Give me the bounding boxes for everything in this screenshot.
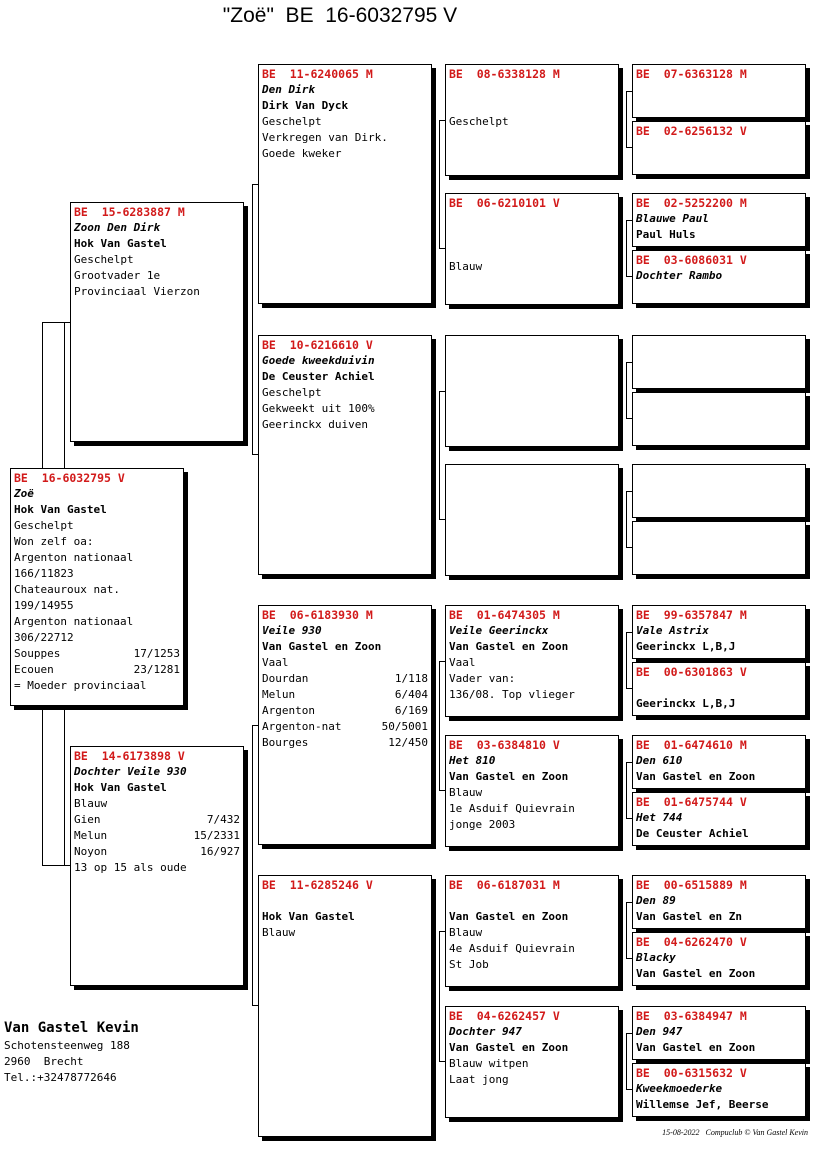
info-text: Blauw (74, 797, 108, 810)
pedigree-card-p3 (258, 64, 432, 304)
pedigree-card-p27 (632, 875, 806, 929)
info-text: 136/08. Top vlieger (449, 688, 575, 701)
info-line (262, 687, 428, 703)
info-text: Won zelf oa: (14, 535, 94, 548)
info-text: Geschelpt (14, 519, 74, 532)
info-line (74, 844, 240, 860)
ring-number: BE 99-6357847 M (636, 608, 747, 622)
breeder-name: Van Gastel en Zoon (449, 910, 569, 923)
info-line (14, 550, 180, 566)
pigeon-name: Den 610 (636, 754, 683, 767)
breeder-name: Dirk Van Dyck (262, 99, 349, 112)
info-line (262, 385, 428, 401)
info-line (449, 941, 615, 957)
ring-number: BE 01-6475744 V (636, 795, 747, 809)
info-text: Blauw witpen (449, 1057, 529, 1070)
info-line (449, 957, 615, 973)
info-text: Noyon (74, 845, 108, 858)
info-line (262, 655, 428, 671)
info-text: Blauw (262, 926, 296, 939)
ring-number: BE 02-5252200 M (636, 196, 747, 210)
info-text: Blauw (449, 260, 483, 273)
info-text: Grootvader 1e (74, 269, 161, 282)
info-line (74, 796, 240, 812)
pedigree-card-p26 (632, 792, 806, 846)
spacer (449, 98, 615, 114)
info-text: Vader van: (449, 672, 516, 685)
spacer (449, 227, 615, 243)
pigeon-name: Den 947 (636, 1025, 683, 1038)
info-text: 13 op 15 als oude (74, 861, 187, 874)
ring-number: BE 03-6384947 M (636, 1009, 747, 1023)
info-line (262, 114, 428, 130)
info-text: Ecouen (14, 663, 54, 676)
breeder-name: Willemse Jef, Beerse (636, 1098, 769, 1111)
info-line (14, 566, 180, 582)
info-line (449, 1072, 615, 1088)
info-text: Geschelpt (262, 386, 322, 399)
info-text: Blauw (449, 926, 483, 939)
breeder-name: Van Gastel en Zoon (262, 640, 382, 653)
info-text: Bourges (262, 736, 309, 749)
pigeon-name: Den Dirk (262, 83, 315, 96)
breeder-name: Paul Huls (636, 228, 696, 241)
breeder-name: Van Gastel en Zoon (449, 640, 569, 653)
breeder-name: De Ceuster Achiel (262, 370, 375, 383)
info-result: 6/404 (394, 688, 428, 701)
ring-number: BE 04-6262457 V (449, 1009, 560, 1023)
pedigree-card-p30 (632, 1063, 806, 1117)
breeder-name: Van Gastel en Zoon (636, 770, 756, 783)
info-text: Argenton-nat (262, 720, 342, 733)
info-line (449, 785, 615, 801)
info-line (262, 671, 428, 687)
info-text: Geerinckx duiven (262, 418, 368, 431)
pigeon-name: Veile Geerinckx (449, 624, 549, 637)
breeder-name: Van Gastel en Zoon (449, 770, 569, 783)
info-text: jonge 2003 (449, 818, 516, 831)
info-line (262, 703, 428, 719)
info-line (262, 735, 428, 751)
info-line (262, 719, 428, 735)
pedigree-card-p24 (632, 662, 806, 716)
breeder-name: Van Gastel en Zn (636, 910, 742, 923)
pedigree-card-p7 (445, 64, 619, 176)
info-text: Dourdan (262, 672, 309, 685)
pigeon-name: Veile 930 (262, 624, 322, 637)
owner-name: Van Gastel Kevin (4, 1020, 139, 1036)
info-text: Melun (74, 829, 108, 842)
info-text: St Job (449, 958, 489, 971)
info-result: 16/927 (200, 845, 240, 858)
pedigree-card-p21 (632, 464, 806, 518)
info-result: 17/1253 (133, 647, 180, 660)
info-text: = Moeder provinciaal (14, 679, 147, 692)
info-result: 50/5001 (381, 720, 428, 733)
breeder-name: Geerinckx L,B,J (636, 697, 736, 710)
pigeon-name: Goede kweekduivin (262, 354, 375, 367)
info-text: Geschelpt (74, 253, 134, 266)
info-line (74, 268, 240, 284)
spacer (449, 893, 615, 909)
pedigree-card-p10 (445, 464, 619, 576)
info-result: 23/1281 (133, 663, 180, 676)
info-text: Verkregen van Dirk. (262, 131, 388, 144)
info-line (449, 259, 615, 275)
pedigree-card-p28 (632, 932, 806, 986)
ring-number: BE 06-6210101 V (449, 196, 560, 210)
pedigree-card-p14 (445, 1006, 619, 1118)
pedigree-card-p1 (70, 202, 244, 442)
ring-number: BE 08-6338128 M (449, 67, 560, 81)
pedigree-card-p9 (445, 335, 619, 447)
spacer (262, 893, 428, 909)
info-text: Souppes (14, 647, 61, 660)
info-text: Laat jong (449, 1073, 509, 1086)
info-line (14, 646, 180, 662)
pedigree-card-p0 (10, 468, 184, 706)
info-line (449, 817, 615, 833)
info-line (449, 925, 615, 941)
ring-number: BE 00-6315632 V (636, 1066, 747, 1080)
info-line (262, 130, 428, 146)
owner-phone: Tel.:+32478772646 (4, 1071, 117, 1084)
pigeon-name: Zoon Den Dirk (74, 221, 161, 234)
pedigree-card-p18 (632, 250, 806, 304)
pedigree-card-p22 (632, 521, 806, 575)
pedigree-card-p16 (632, 121, 806, 175)
info-line (14, 598, 180, 614)
pedigree-card-p17 (632, 193, 806, 247)
info-text: 1e Asduif Quievrain (449, 802, 575, 815)
info-result: 15/2331 (193, 829, 240, 842)
info-text: Gien (74, 813, 101, 826)
pigeon-name: Vale Astrix (636, 624, 709, 637)
breeder-name: Hok Van Gastel (74, 781, 167, 794)
info-line (449, 1056, 615, 1072)
info-line (14, 630, 180, 646)
pigeon-name: Dochter 947 (449, 1025, 522, 1038)
info-line (14, 518, 180, 534)
pigeon-name: Het 810 (449, 754, 496, 767)
ring-number: BE 15-6283887 M (74, 205, 185, 219)
pigeon-name: Zoë (14, 487, 34, 500)
ring-number: BE 04-6262470 V (636, 935, 747, 949)
pedigree-card-p20 (632, 392, 806, 446)
info-line (74, 812, 240, 828)
breeder-name: Hok Van Gastel (14, 503, 107, 516)
owner-city: 2960 Brecht (4, 1055, 84, 1068)
info-line (14, 534, 180, 550)
pigeon-name: Kweekmoederke (636, 1082, 723, 1095)
info-text: Blauw (449, 786, 483, 799)
info-text: Argenton nationaal (14, 551, 134, 564)
ring-number: BE 11-6240065 M (262, 67, 373, 81)
owner-address: Schotensteenweg 188 (4, 1039, 130, 1052)
info-text: 4e Asduif Quievrain (449, 942, 575, 955)
pigeon-name: Blacky (636, 951, 676, 964)
info-text: 166/11823 (14, 567, 74, 580)
info-result: 12/450 (388, 736, 428, 749)
ring-number: BE 14-6173898 V (74, 749, 185, 763)
breeder-name: Hok Van Gastel (262, 910, 355, 923)
info-text: Goede kweker (262, 147, 342, 160)
ring-number: BE 16-6032795 V (14, 471, 125, 485)
info-line (262, 417, 428, 433)
ring-number: BE 03-6086031 V (636, 253, 747, 267)
info-line (74, 284, 240, 300)
ring-number: BE 00-6301863 V (636, 665, 747, 679)
ring-number: BE 01-6474610 M (636, 738, 747, 752)
pedigree-card-p25 (632, 735, 806, 789)
info-result: 6/169 (394, 704, 428, 717)
breeder-name: Geerinckx L,B,J (636, 640, 736, 653)
footer-date: 15-08-2022 (662, 1128, 700, 1137)
info-line (449, 655, 615, 671)
ring-number: BE 07-6363128 M (636, 67, 747, 81)
info-text: Argenton nationaal (14, 615, 134, 628)
info-text: Chateauroux nat. (14, 583, 120, 596)
info-line (14, 582, 180, 598)
info-line (262, 146, 428, 162)
info-line (74, 252, 240, 268)
footer-credit: Compuclub © Van Gastel Kevin (705, 1128, 808, 1137)
footer (662, 1128, 808, 1137)
info-line (14, 614, 180, 630)
ring-number: BE 06-6183930 M (262, 608, 373, 622)
breeder-name: Hok Van Gastel (74, 237, 167, 250)
info-text: Gekweekt uit 100% (262, 402, 375, 415)
info-line (449, 687, 615, 703)
pedigree-card-p29 (632, 1006, 806, 1060)
info-text: Argenton (262, 704, 315, 717)
pedigree-title: "Zoë" BE 16-6032795 V (222, 4, 458, 27)
breeder-name: De Ceuster Achiel (636, 827, 749, 840)
ring-number: BE 00-6515889 M (636, 878, 747, 892)
pedigree-card-p4 (258, 335, 432, 575)
info-text: 199/14955 (14, 599, 74, 612)
pedigree-card-p15 (632, 64, 806, 118)
pigeon-name: Dochter Rambo (636, 269, 723, 282)
pedigree-card-p2 (70, 746, 244, 986)
pedigree-card-p13 (445, 875, 619, 987)
pedigree-card-p5 (258, 605, 432, 845)
info-text: Melun (262, 688, 296, 701)
spacer (449, 243, 615, 259)
info-line (449, 671, 615, 687)
info-text: Geschelpt (449, 115, 509, 128)
pedigree-card-p11 (445, 605, 619, 717)
pedigree-card-p6 (258, 875, 432, 1137)
ring-number: BE 10-6216610 V (262, 338, 373, 352)
info-line (262, 401, 428, 417)
info-line (74, 828, 240, 844)
ring-number: BE 01-6474305 M (449, 608, 560, 622)
spacer (449, 211, 615, 227)
pigeon-name: Het 744 (636, 811, 683, 824)
info-line (449, 114, 615, 130)
ring-number: BE 02-6256132 V (636, 124, 747, 138)
pigeon-name: Den 89 (636, 894, 676, 907)
ring-number: BE 03-6384810 V (449, 738, 560, 752)
spacer (449, 82, 615, 98)
owner-block (4, 1018, 139, 1086)
breeder-name: Van Gastel en Zoon (636, 967, 756, 980)
pedigree-card-p23 (632, 605, 806, 659)
spacer (636, 680, 802, 696)
breeder-name: Van Gastel en Zoon (636, 1041, 756, 1054)
info-line (74, 860, 240, 876)
info-line (262, 925, 428, 941)
ring-number: BE 06-6187031 M (449, 878, 560, 892)
info-result: 7/432 (206, 813, 240, 826)
info-text: Vaal (262, 656, 289, 669)
pigeon-name: Blauwe Paul (636, 212, 709, 225)
info-result: 1/118 (394, 672, 428, 685)
info-text: Geschelpt (262, 115, 322, 128)
info-line (14, 662, 180, 678)
info-text: Vaal (449, 656, 476, 669)
pedigree-card-p8 (445, 193, 619, 305)
info-line (14, 678, 180, 694)
breeder-name: Van Gastel en Zoon (449, 1041, 569, 1054)
info-text: Provinciaal Vierzon (74, 285, 200, 298)
info-line (449, 801, 615, 817)
ring-number: BE 11-6285246 V (262, 878, 373, 892)
pedigree-card-p19 (632, 335, 806, 389)
info-text: 306/22712 (14, 631, 74, 644)
pedigree-card-p12 (445, 735, 619, 847)
pigeon-name: Dochter Veile 930 (74, 765, 187, 778)
